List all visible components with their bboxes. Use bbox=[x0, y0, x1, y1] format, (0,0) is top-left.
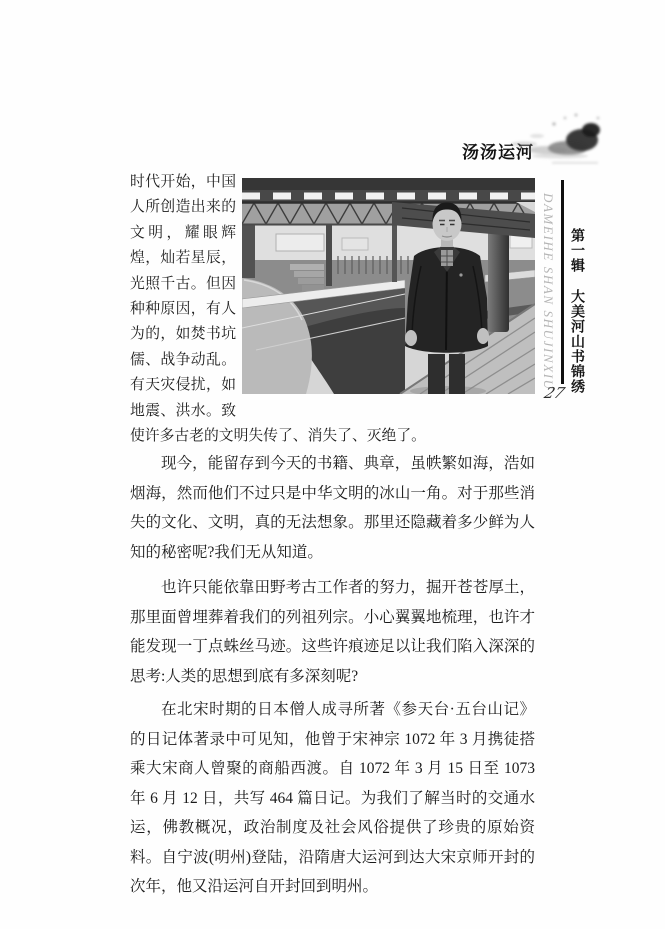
volume-label: 第一辑 bbox=[569, 228, 584, 273]
page-number: 27 bbox=[542, 384, 568, 402]
chapter-title: 汤汤运河 bbox=[462, 143, 534, 162]
ink-wash-art-icon bbox=[490, 110, 612, 172]
paragraph-4: 在北宋时期的日本僧人成寻所著《参天台·五台山记》的日记体著录中可见知，他曾于宋神宗 1072 年 3 月携徒搭乘大宋商人曾聚的商船西渡。自 1072 年 3 月 15 日至 1073 年 6 月 12 日，共写 464 篇日记。为我们了解当时的交通水运，佛教概况，政治制度及社会风俗提供了珍贵的原始资料。自宁波(明州)登陆，沿隋唐大运河到达大宋京师开封的次年，他又沿运河自开封回到明州。 bbox=[130, 701, 535, 896]
series-title-vertical bbox=[566, 228, 586, 398]
paragraph-3: 也许只能依靠田野考古工作者的努力，掘开苍苍厚土，那里面曾埋葬着我们的列祖列宗。小心翼翼地梳理，也许才能发现一丁点蛛丝马迹。这些许痕迹足以让我们陷入深深的思考:人类的思想到底有多深刻呢? bbox=[130, 579, 535, 685]
paragraph-2: 现今，能留存到今天的书籍、典章，虽帙繁如海，浩如烟海，然而他们不过只是中华文明的冰山一角。对于那些消失的文化、文明，真的无法想象。那里还隐藏着多少鲜为人知的秘密呢?我们无从知道。 bbox=[130, 455, 535, 561]
series-title: 大美河山书锦绣 bbox=[569, 289, 584, 394]
excavation-photo bbox=[242, 178, 535, 394]
sidebar-rule-line bbox=[561, 180, 564, 384]
paragraph-1: 时代开始，中国人所创造出来的文明，耀眼辉煌，灿若星辰，光照千古。但因种种原因，有人为的，如焚书坑儒、战争动乱。有天灾侵扰，如地震、洪水。致使许多古老的文明失传了、消失了、灭绝了。 bbox=[130, 174, 426, 445]
body-text-block bbox=[130, 170, 535, 902]
series-pinyin-vertical: DAMEIHE SHAN SHUJINXIU bbox=[541, 193, 556, 391]
